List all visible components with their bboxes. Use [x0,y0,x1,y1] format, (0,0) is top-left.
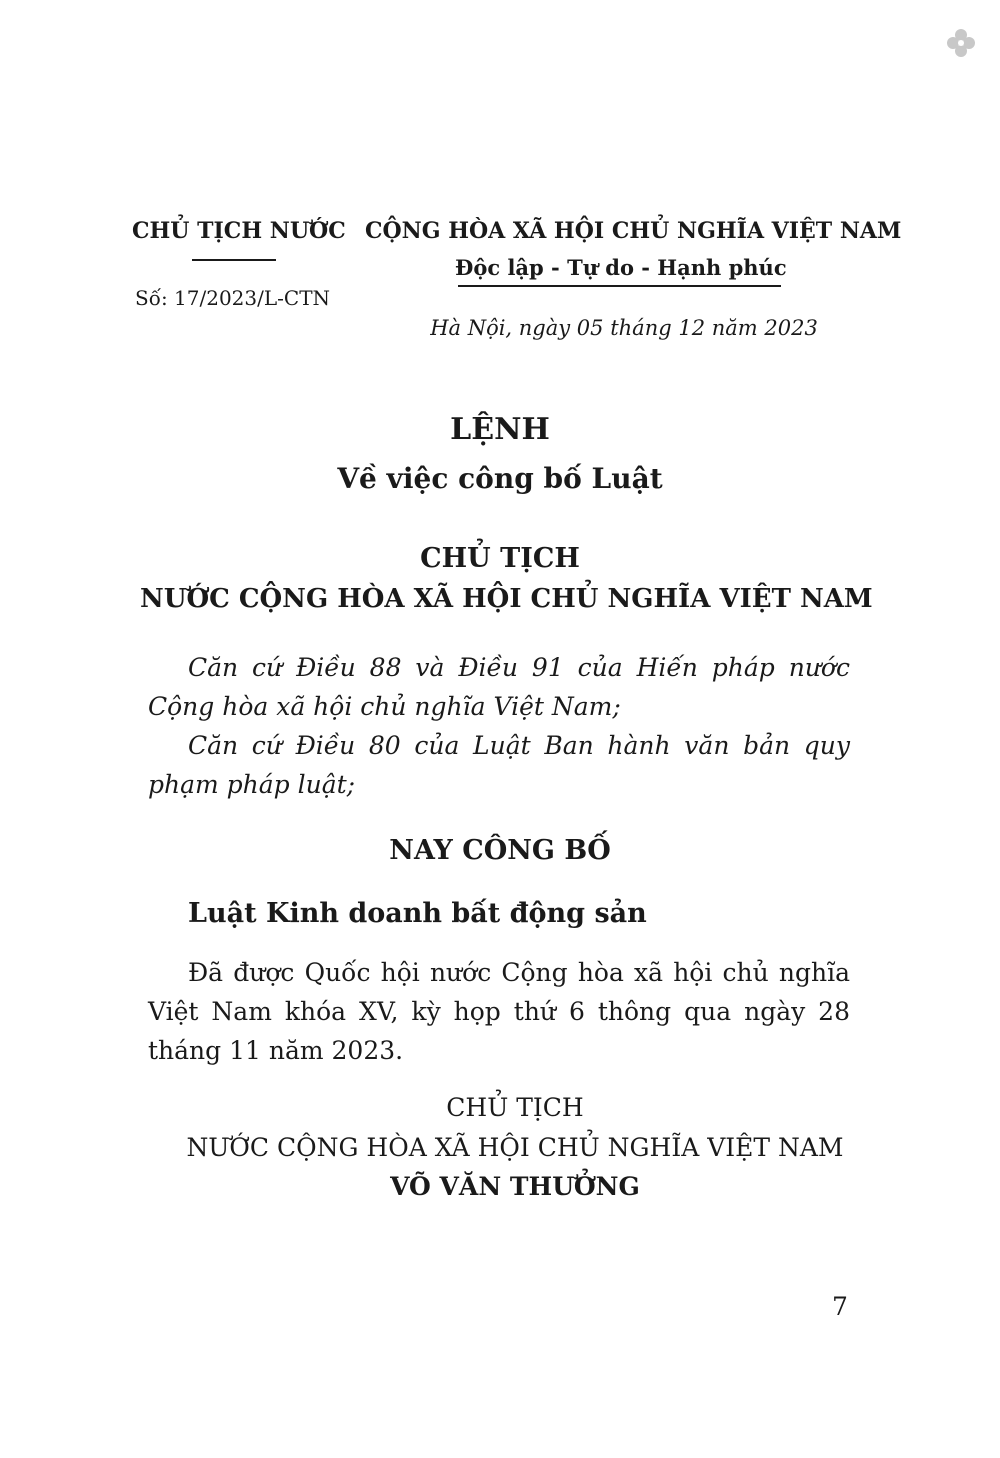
law-name: Luật Kinh doanh bất động sản [188,898,647,929]
document-subject: Về việc công bố Luật [337,462,663,495]
signatory-organization: NƯỚC CỘNG HÒA XÃ HỘI CHỦ NGHĨA VIỆT NAM [186,1133,844,1162]
legal-basis-2: Căn cứ Điều 80 của Luật Ban hành văn bản quy phạm pháp luật; [148,731,850,799]
flower-ornament-icon [944,26,978,60]
place-and-date: Hà Nội, ngày 05 tháng 12 năm 2023 [430,316,818,340]
national-motto: Độc lập - Tự do - Hạnh phúc [455,255,787,280]
authority-organization: NƯỚC CỘNG HÒA XÃ HỘI CHỦ NGHĨA VIỆT NAM [140,584,873,614]
legal-basis-1: Căn cứ Điều 88 và Điều 91 của Hiến pháp nước Cộng hòa xã hội chủ nghĩa Việt Nam; [148,653,850,721]
national-title: CỘNG HÒA XÃ HỘI CHỦ NGHĨA VIỆT NAM [365,218,902,244]
approval-statement: Đã được Quốc hội nước Cộng hòa xã hội chủ nghĩa Việt Nam khóa XV, kỳ họp thứ 6 thông qua ngày 28 tháng 11 năm 2023. [148,958,850,1065]
signatory-title: CHỦ TỊCH [446,1093,584,1122]
issuer-underline [192,259,276,261]
issuer-name: CHỦ TỊCH NƯỚC [132,218,346,244]
motto-underline [458,285,781,287]
signatory-name: VÕ VĂN THƯỞNG [390,1172,640,1201]
document-number: Số: 17/2023/L-CTN [135,286,331,310]
authority-title: CHỦ TỊCH [420,543,580,574]
page-number: 7 [832,1292,848,1321]
promulgation-heading: NAY CÔNG BỐ [389,835,611,866]
document-type-title: LỆNH [450,412,550,447]
